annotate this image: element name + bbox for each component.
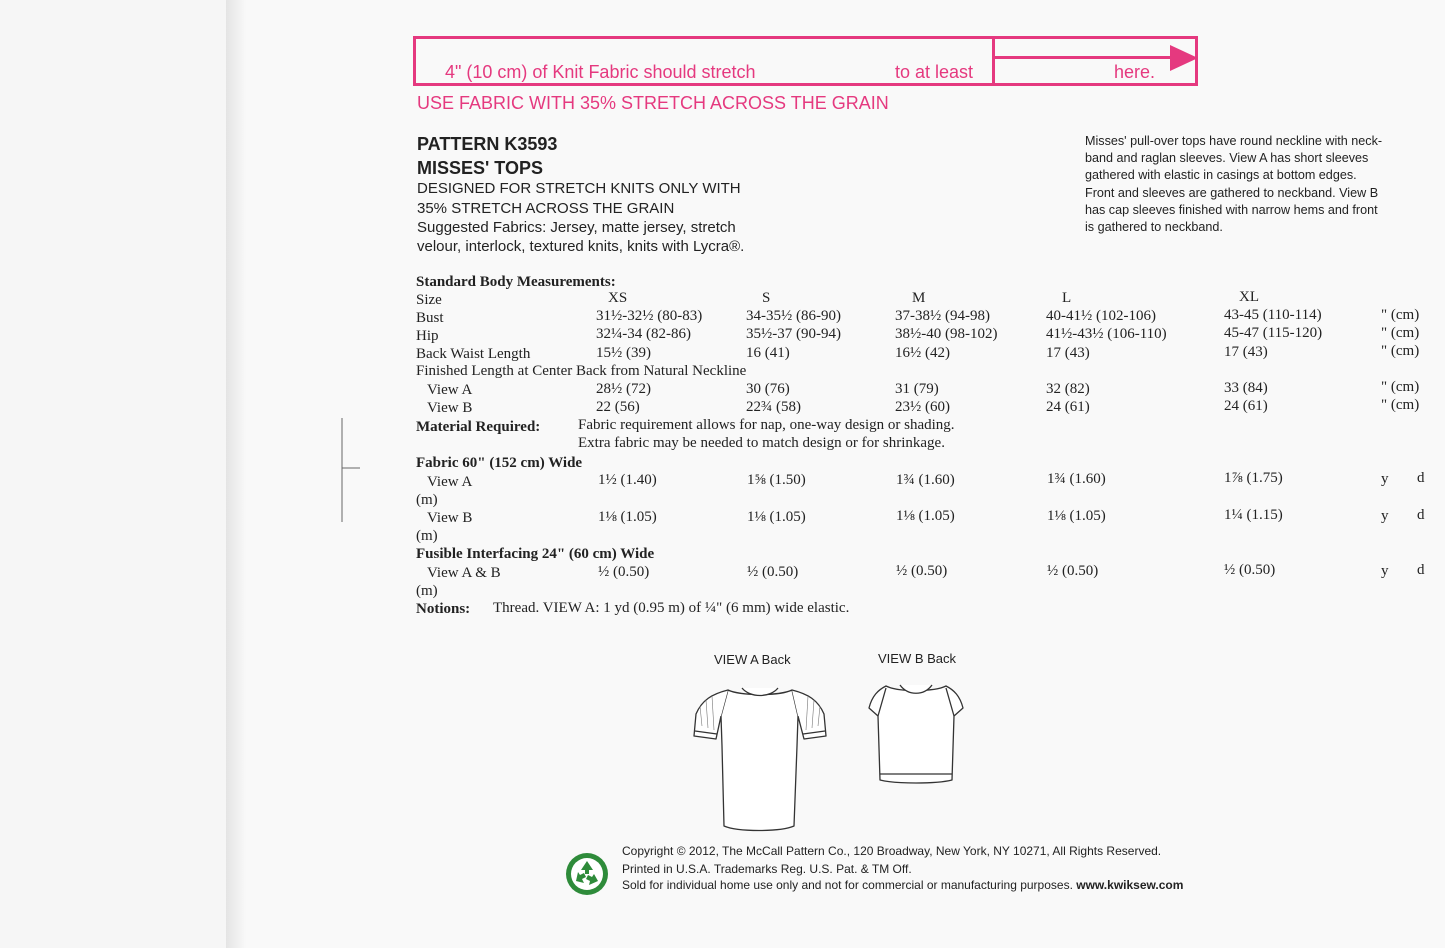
table-cell: 1⅛ (1.05) xyxy=(747,509,806,525)
unit-cell: " (cm) xyxy=(1381,343,1420,359)
row-label-view-a: View A xyxy=(427,474,473,490)
description-line: Misses' pull-over tops have round neckline with neck- xyxy=(1085,134,1383,148)
row-label-bust: Bust xyxy=(416,310,444,326)
unit-m: (m) xyxy=(416,583,438,599)
table-cell: 40-41½ (102-106) xyxy=(1046,308,1156,324)
designed-line-1: DESIGNED FOR STRETCH KNITS ONLY WITH xyxy=(417,180,741,197)
stretch-gauge-right-text: here. xyxy=(1114,62,1156,82)
description xyxy=(1085,133,1430,236)
recycle-icon xyxy=(565,852,609,896)
footer-sold-text: Sold for individual home use only and not for commercial or manufacturing purposes. xyxy=(622,878,1073,892)
table-cell: ½ (0.50) xyxy=(598,564,650,580)
notions-text: Thread. VIEW A: 1 yd (0.95 m) of ¼" (6 mm) wide elastic. xyxy=(493,600,850,616)
footer-copyright: Copyright © 2012, The McCall Pattern Co., 120 Broadway, New York, NY 10271, All Rights Reserved. xyxy=(622,844,1162,858)
table-cell: 1¾ (1.60) xyxy=(1047,471,1106,487)
view-b-label: VIEW B Back xyxy=(878,651,957,666)
table-cell: 32 (82) xyxy=(1046,381,1090,397)
measurements-heading: Standard Body Measurements: xyxy=(416,274,616,290)
fabrics-line-2: velour, interlock, textured knits, knits with Lycra®. xyxy=(417,238,745,255)
view-b-garment-illustration xyxy=(866,676,966,788)
footer-printed: Printed in U.S.A. Trademarks Reg. U.S. Pat. & TM Off. xyxy=(622,862,912,876)
stretch-arrow-line xyxy=(995,56,1173,59)
table-cell: 1⅛ (1.05) xyxy=(896,508,955,524)
size-l: L xyxy=(1062,290,1072,306)
table-cell: 43-45 (110-114) xyxy=(1224,307,1322,323)
notions-label: Notions: xyxy=(416,601,471,617)
table-cell: 17 (43) xyxy=(1046,345,1090,361)
stretch-gauge-divider xyxy=(992,38,995,85)
fabric60-heading: Fabric 60" (152 cm) Wide xyxy=(416,455,583,471)
row-label-back-waist: Back Waist Length xyxy=(416,346,531,362)
description-line: band and raglan sleeves. View A has short sleeves xyxy=(1085,151,1369,166)
material-line-1: Fabric requirement allows for nap, one-way design or shading. xyxy=(578,417,955,433)
unit-yd: y xyxy=(1381,508,1389,524)
table-cell: 16½ (42) xyxy=(895,345,950,361)
view-a-label: VIEW A Back xyxy=(714,652,791,667)
unit-yd: y xyxy=(1381,563,1389,579)
table-cell: 30 (76) xyxy=(746,381,790,397)
table-cell: 35½-37 (90-94) xyxy=(746,326,841,342)
table-cell: 1¾ (1.60) xyxy=(896,472,955,488)
designed-line-2: 35% STRETCH ACROSS THE GRAIN xyxy=(417,200,675,217)
description-line: is gathered to neckband. xyxy=(1085,220,1223,235)
table-cell: 1⅝ (1.50) xyxy=(747,472,806,488)
table-cell: 41½-43½ (106-110) xyxy=(1046,326,1167,342)
description-line: has cap sleeves finished with narrow hems and front xyxy=(1085,202,1378,217)
unit-cell: " (cm) xyxy=(1381,379,1420,395)
material-label: Material Required: xyxy=(416,419,541,435)
footer-website[interactable]: www.kwiksew.com xyxy=(1076,878,1184,892)
table-cell: 1½ (1.40) xyxy=(598,472,657,488)
description-line: Front and sleeves are gathered to neckband. View B xyxy=(1085,185,1379,200)
unit-yd: d xyxy=(1417,507,1425,523)
stretch-note: USE FABRIC WITH 35% STRETCH ACROSS THE GRAIN xyxy=(417,93,889,113)
table-cell: 16 (41) xyxy=(746,345,790,361)
size-m: M xyxy=(912,290,926,306)
table-cell: 33 (84) xyxy=(1224,380,1268,396)
pattern-name: MISSES' TOPS xyxy=(417,158,543,178)
table-cell: 37-38½ (94-98) xyxy=(895,308,990,324)
crease-mark xyxy=(336,418,364,523)
table-cell: 34-35½ (86-90) xyxy=(746,308,841,324)
table-cell: 24 (61) xyxy=(1046,399,1090,415)
stretch-gauge-left-text: 4" (10 cm) of Knit Fabric should stretch xyxy=(445,62,756,82)
row-label-view-ab: View A & B xyxy=(427,565,501,581)
stretch-gauge-middle-text: to at least xyxy=(895,62,974,82)
table-cell: 22¾ (58) xyxy=(746,399,801,415)
unit-cell: " (cm) xyxy=(1381,397,1420,413)
fabrics-line-1: Suggested Fabrics: Jersey, matte jersey, stretch xyxy=(417,219,736,236)
size-xl: XL xyxy=(1239,289,1259,305)
table-cell: 1¼ (1.15) xyxy=(1224,507,1283,523)
size-xs: XS xyxy=(608,290,628,306)
unit-m: (m) xyxy=(416,528,438,544)
table-cell: 1⅛ (1.05) xyxy=(1047,508,1106,524)
table-cell: 17 (43) xyxy=(1224,344,1268,360)
view-a-garment-illustration xyxy=(690,676,830,836)
table-cell: 31 (79) xyxy=(895,381,939,397)
table-cell: 1⅛ (1.05) xyxy=(598,509,657,525)
table-cell: 24 (61) xyxy=(1224,398,1268,414)
envelope-flap xyxy=(0,0,250,948)
material-line-2: Extra fabric may be needed to match design or for shrinkage. xyxy=(578,435,945,451)
table-cell: ½ (0.50) xyxy=(896,563,948,579)
table-cell: 31½-32½ (80-83) xyxy=(596,308,703,324)
unit-yd: d xyxy=(1417,562,1425,578)
table-cell: 45-47 (115-120) xyxy=(1224,325,1323,341)
pattern-number: PATTERN K3593 xyxy=(417,134,558,154)
table-cell: ½ (0.50) xyxy=(1047,563,1099,579)
unit-cell: " (cm) xyxy=(1381,307,1420,323)
table-cell: 38½-40 (98-102) xyxy=(895,326,998,342)
table-cell: 23½ (60) xyxy=(895,399,950,415)
interfacing-heading: Fusible Interfacing 24" (60 cm) Wide xyxy=(416,546,655,562)
unit-yd: d xyxy=(1417,470,1425,486)
table-cell: ½ (0.50) xyxy=(747,564,799,580)
row-label-view-b: View B xyxy=(427,400,473,416)
table-cell: 22 (56) xyxy=(596,399,640,415)
table-cell: 32¼-34 (82-86) xyxy=(596,326,691,342)
description-line: gathered with elastic in casings at bottom edges. xyxy=(1085,168,1357,183)
table-cell: 15½ (39) xyxy=(596,345,651,361)
size-s: S xyxy=(762,290,771,306)
row-label-view-b: View B xyxy=(427,510,473,526)
size-label: Size xyxy=(416,292,442,308)
unit-cell: " (cm) xyxy=(1381,325,1420,341)
row-label-hip: Hip xyxy=(416,328,439,344)
footer-sold xyxy=(622,878,1183,892)
table-cell: 1⅞ (1.75) xyxy=(1224,470,1283,486)
unit-m: (m) xyxy=(416,492,438,508)
row-label-view-a: View A xyxy=(427,382,473,398)
table-cell: 28½ (72) xyxy=(596,381,651,397)
unit-yd: y xyxy=(1381,471,1389,487)
finished-length-heading: Finished Length at Center Back from Natural Neckline xyxy=(416,363,747,379)
stretch-arrow-icon xyxy=(1170,45,1198,71)
table-cell: ½ (0.50) xyxy=(1224,562,1276,578)
